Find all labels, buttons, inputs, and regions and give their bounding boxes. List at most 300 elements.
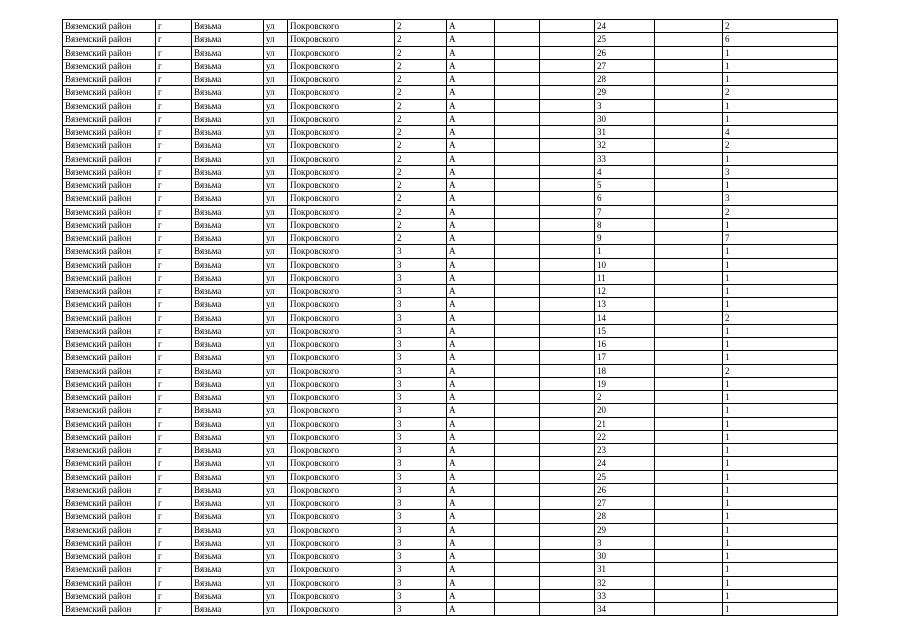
locality-type-cell: г	[156, 179, 192, 192]
letter-cell: А	[447, 311, 495, 324]
letter-cell: А	[447, 99, 495, 112]
street-cell: Покровского	[288, 73, 395, 86]
room-cell	[655, 258, 723, 271]
apartment-cell: 31	[595, 563, 655, 576]
structure-cell	[540, 59, 595, 72]
locality-type-cell: г	[156, 33, 192, 46]
building-cell	[495, 218, 540, 231]
house-cell: 2	[395, 218, 447, 231]
district-cell: Вяземский район	[63, 311, 156, 324]
count-cell: 1	[723, 73, 838, 86]
street-type-cell: ул	[264, 351, 288, 364]
house-cell: 3	[395, 470, 447, 483]
house-cell: 3	[395, 311, 447, 324]
count-cell: 1	[723, 271, 838, 284]
letter-cell: А	[447, 536, 495, 549]
room-cell	[655, 483, 723, 496]
locality-type-cell: г	[156, 59, 192, 72]
count-cell: 1	[723, 258, 838, 271]
structure-cell	[540, 126, 595, 139]
structure-cell	[540, 139, 595, 152]
locality-cell: Вязьма	[192, 576, 264, 589]
table-row	[63, 205, 838, 218]
structure-cell	[540, 179, 595, 192]
count-cell: 1	[723, 497, 838, 510]
locality-type-cell: г	[156, 152, 192, 165]
building-cell	[495, 311, 540, 324]
street-type-cell: ул	[264, 165, 288, 178]
building-cell	[495, 510, 540, 523]
building-cell	[495, 550, 540, 563]
apartment-cell: 20	[595, 404, 655, 417]
letter-cell: А	[447, 192, 495, 205]
district-cell: Вяземский район	[63, 444, 156, 457]
apartment-cell: 25	[595, 33, 655, 46]
locality-cell: Вязьма	[192, 377, 264, 390]
locality-cell: Вязьма	[192, 338, 264, 351]
structure-cell	[540, 444, 595, 457]
table-row	[63, 311, 838, 324]
count-cell: 1	[723, 338, 838, 351]
locality-type-cell: г	[156, 285, 192, 298]
building-cell	[495, 364, 540, 377]
apartment-cell: 7	[595, 205, 655, 218]
apartment-cell: 1	[595, 245, 655, 258]
street-cell: Покровского	[288, 430, 395, 443]
apartment-cell: 29	[595, 523, 655, 536]
district-cell: Вяземский район	[63, 497, 156, 510]
count-cell: 1	[723, 245, 838, 258]
locality-cell: Вязьма	[192, 245, 264, 258]
house-cell: 3	[395, 483, 447, 496]
district-cell: Вяземский район	[63, 99, 156, 112]
room-cell	[655, 232, 723, 245]
building-cell	[495, 563, 540, 576]
street-cell: Покровского	[288, 152, 395, 165]
apartment-cell: 8	[595, 218, 655, 231]
street-cell: Покровского	[288, 311, 395, 324]
apartment-cell: 17	[595, 351, 655, 364]
district-cell: Вяземский район	[63, 417, 156, 430]
district-cell: Вяземский район	[63, 192, 156, 205]
locality-cell: Вязьма	[192, 86, 264, 99]
letter-cell: А	[447, 603, 495, 616]
house-cell: 3	[395, 497, 447, 510]
district-cell: Вяземский район	[63, 324, 156, 337]
count-cell: 1	[723, 99, 838, 112]
apartment-cell: 3	[595, 99, 655, 112]
locality-cell: Вязьма	[192, 218, 264, 231]
room-cell	[655, 470, 723, 483]
letter-cell: А	[447, 444, 495, 457]
district-cell: Вяземский район	[63, 338, 156, 351]
district-cell: Вяземский район	[63, 33, 156, 46]
building-cell	[495, 245, 540, 258]
street-cell: Покровского	[288, 33, 395, 46]
count-cell: 2	[723, 139, 838, 152]
house-cell: 3	[395, 245, 447, 258]
room-cell	[655, 377, 723, 390]
district-cell: Вяземский район	[63, 457, 156, 470]
district-cell: Вяземский район	[63, 377, 156, 390]
table-row	[63, 258, 838, 271]
street-cell: Покровского	[288, 245, 395, 258]
apartment-cell: 27	[595, 497, 655, 510]
count-cell: 4	[723, 126, 838, 139]
apartment-cell: 33	[595, 589, 655, 602]
building-cell	[495, 497, 540, 510]
street-cell: Покровского	[288, 576, 395, 589]
letter-cell: А	[447, 232, 495, 245]
locality-cell: Вязьма	[192, 417, 264, 430]
apartment-cell: 13	[595, 298, 655, 311]
letter-cell: А	[447, 523, 495, 536]
locality-cell: Вязьма	[192, 33, 264, 46]
building-cell	[495, 404, 540, 417]
building-cell	[495, 73, 540, 86]
house-cell: 3	[395, 338, 447, 351]
table-row	[63, 179, 838, 192]
count-cell: 1	[723, 285, 838, 298]
street-type-cell: ул	[264, 33, 288, 46]
building-cell	[495, 152, 540, 165]
locality-cell: Вязьма	[192, 483, 264, 496]
room-cell	[655, 603, 723, 616]
count-cell: 1	[723, 483, 838, 496]
letter-cell: А	[447, 404, 495, 417]
locality-cell: Вязьма	[192, 73, 264, 86]
locality-cell: Вязьма	[192, 603, 264, 616]
structure-cell	[540, 152, 595, 165]
building-cell	[495, 536, 540, 549]
letter-cell: А	[447, 550, 495, 563]
street-type-cell: ул	[264, 497, 288, 510]
building-cell	[495, 391, 540, 404]
letter-cell: А	[447, 112, 495, 125]
table-row	[63, 364, 838, 377]
count-cell: 1	[723, 377, 838, 390]
street-cell: Покровского	[288, 550, 395, 563]
locality-cell: Вязьма	[192, 112, 264, 125]
locality-cell: Вязьма	[192, 311, 264, 324]
district-cell: Вяземский район	[63, 139, 156, 152]
table-row	[63, 324, 838, 337]
street-cell: Покровского	[288, 139, 395, 152]
building-cell	[495, 351, 540, 364]
street-type-cell: ул	[264, 338, 288, 351]
district-cell: Вяземский район	[63, 112, 156, 125]
street-type-cell: ул	[264, 470, 288, 483]
table-row	[63, 589, 838, 602]
structure-cell	[540, 377, 595, 390]
letter-cell: А	[447, 271, 495, 284]
structure-cell	[540, 86, 595, 99]
locality-cell: Вязьма	[192, 550, 264, 563]
table-row	[63, 152, 838, 165]
letter-cell: А	[447, 563, 495, 576]
house-cell: 2	[395, 205, 447, 218]
street-type-cell: ул	[264, 483, 288, 496]
structure-cell	[540, 497, 595, 510]
house-cell: 2	[395, 99, 447, 112]
structure-cell	[540, 232, 595, 245]
apartment-cell: 9	[595, 232, 655, 245]
locality-type-cell: г	[156, 603, 192, 616]
street-cell: Покровского	[288, 324, 395, 337]
house-cell: 3	[395, 324, 447, 337]
street-cell: Покровского	[288, 205, 395, 218]
locality-cell: Вязьма	[192, 563, 264, 576]
locality-type-cell: г	[156, 192, 192, 205]
apartment-cell: 2	[595, 391, 655, 404]
room-cell	[655, 126, 723, 139]
street-type-cell: ул	[264, 417, 288, 430]
apartment-cell: 26	[595, 46, 655, 59]
structure-cell	[540, 99, 595, 112]
letter-cell: А	[447, 338, 495, 351]
count-cell: 2	[723, 364, 838, 377]
locality-type-cell: г	[156, 205, 192, 218]
street-type-cell: ул	[264, 563, 288, 576]
structure-cell	[540, 457, 595, 470]
locality-type-cell: г	[156, 20, 192, 33]
apartment-cell: 24	[595, 457, 655, 470]
count-cell: 1	[723, 444, 838, 457]
structure-cell	[540, 192, 595, 205]
letter-cell: А	[447, 258, 495, 271]
letter-cell: А	[447, 391, 495, 404]
locality-type-cell: г	[156, 232, 192, 245]
street-cell: Покровского	[288, 258, 395, 271]
street-type-cell: ул	[264, 218, 288, 231]
room-cell	[655, 576, 723, 589]
street-cell: Покровского	[288, 483, 395, 496]
room-cell	[655, 192, 723, 205]
district-cell: Вяземский район	[63, 86, 156, 99]
locality-cell: Вязьма	[192, 364, 264, 377]
table-row	[63, 457, 838, 470]
locality-cell: Вязьма	[192, 59, 264, 72]
table-row	[63, 46, 838, 59]
table-row	[63, 126, 838, 139]
apartment-cell: 25	[595, 470, 655, 483]
structure-cell	[540, 589, 595, 602]
table-row	[63, 99, 838, 112]
locality-type-cell: г	[156, 576, 192, 589]
house-cell: 2	[395, 139, 447, 152]
locality-cell: Вязьма	[192, 232, 264, 245]
house-cell: 2	[395, 165, 447, 178]
house-cell: 3	[395, 444, 447, 457]
table-row	[63, 139, 838, 152]
district-cell: Вяземский район	[63, 165, 156, 178]
structure-cell	[540, 112, 595, 125]
building-cell	[495, 126, 540, 139]
room-cell	[655, 444, 723, 457]
district-cell: Вяземский район	[63, 523, 156, 536]
count-cell: 3	[723, 165, 838, 178]
room-cell	[655, 139, 723, 152]
street-type-cell: ул	[264, 46, 288, 59]
apartment-cell: 30	[595, 112, 655, 125]
locality-type-cell: г	[156, 523, 192, 536]
count-cell: 1	[723, 298, 838, 311]
district-cell: Вяземский район	[63, 351, 156, 364]
apartment-cell: 33	[595, 152, 655, 165]
district-cell: Вяземский район	[63, 298, 156, 311]
apartment-cell: 3	[595, 536, 655, 549]
locality-type-cell: г	[156, 139, 192, 152]
table-row	[63, 73, 838, 86]
apartment-cell: 32	[595, 576, 655, 589]
room-cell	[655, 338, 723, 351]
street-type-cell: ул	[264, 324, 288, 337]
count-cell: 1	[723, 46, 838, 59]
building-cell	[495, 470, 540, 483]
table-row	[63, 271, 838, 284]
district-cell: Вяземский район	[63, 430, 156, 443]
house-cell: 3	[395, 351, 447, 364]
count-cell: 1	[723, 417, 838, 430]
street-type-cell: ул	[264, 139, 288, 152]
table-row	[63, 338, 838, 351]
locality-type-cell: г	[156, 99, 192, 112]
street-cell: Покровского	[288, 470, 395, 483]
room-cell	[655, 73, 723, 86]
locality-cell: Вязьма	[192, 152, 264, 165]
count-cell: 1	[723, 603, 838, 616]
structure-cell	[540, 285, 595, 298]
letter-cell: А	[447, 483, 495, 496]
house-cell: 3	[395, 417, 447, 430]
building-cell	[495, 20, 540, 33]
street-type-cell: ул	[264, 576, 288, 589]
locality-type-cell: г	[156, 444, 192, 457]
count-cell: 1	[723, 563, 838, 576]
table-row	[63, 563, 838, 576]
house-cell: 3	[395, 377, 447, 390]
house-cell: 3	[395, 391, 447, 404]
locality-type-cell: г	[156, 165, 192, 178]
count-cell: 1	[723, 218, 838, 231]
building-cell	[495, 523, 540, 536]
locality-cell: Вязьма	[192, 139, 264, 152]
street-cell: Покровского	[288, 86, 395, 99]
count-cell: 1	[723, 391, 838, 404]
locality-type-cell: г	[156, 364, 192, 377]
street-cell: Покровского	[288, 165, 395, 178]
count-cell: 3	[723, 192, 838, 205]
structure-cell	[540, 258, 595, 271]
structure-cell	[540, 165, 595, 178]
building-cell	[495, 338, 540, 351]
room-cell	[655, 285, 723, 298]
letter-cell: А	[447, 126, 495, 139]
room-cell	[655, 218, 723, 231]
room-cell	[655, 404, 723, 417]
letter-cell: А	[447, 497, 495, 510]
street-type-cell: ул	[264, 152, 288, 165]
room-cell	[655, 112, 723, 125]
count-cell: 2	[723, 86, 838, 99]
apartment-cell: 10	[595, 258, 655, 271]
building-cell	[495, 271, 540, 284]
table-row	[63, 523, 838, 536]
street-type-cell: ул	[264, 589, 288, 602]
structure-cell	[540, 550, 595, 563]
room-cell	[655, 245, 723, 258]
letter-cell: А	[447, 218, 495, 231]
building-cell	[495, 444, 540, 457]
street-type-cell: ул	[264, 271, 288, 284]
street-type-cell: ул	[264, 430, 288, 443]
district-cell: Вяземский район	[63, 391, 156, 404]
street-type-cell: ул	[264, 510, 288, 523]
apartment-cell: 27	[595, 59, 655, 72]
letter-cell: А	[447, 285, 495, 298]
street-cell: Покровского	[288, 99, 395, 112]
district-cell: Вяземский район	[63, 550, 156, 563]
table-row	[63, 232, 838, 245]
district-cell: Вяземский район	[63, 470, 156, 483]
street-type-cell: ул	[264, 179, 288, 192]
letter-cell: А	[447, 59, 495, 72]
building-cell	[495, 377, 540, 390]
street-type-cell: ул	[264, 112, 288, 125]
count-cell: 6	[723, 33, 838, 46]
locality-cell: Вязьма	[192, 589, 264, 602]
locality-cell: Вязьма	[192, 46, 264, 59]
house-cell: 3	[395, 430, 447, 443]
table-row	[63, 245, 838, 258]
room-cell	[655, 33, 723, 46]
house-cell: 3	[395, 576, 447, 589]
room-cell	[655, 298, 723, 311]
building-cell	[495, 576, 540, 589]
room-cell	[655, 179, 723, 192]
building-cell	[495, 112, 540, 125]
locality-cell: Вязьма	[192, 536, 264, 549]
district-cell: Вяземский район	[63, 20, 156, 33]
structure-cell	[540, 311, 595, 324]
room-cell	[655, 46, 723, 59]
street-cell: Покровского	[288, 391, 395, 404]
letter-cell: А	[447, 245, 495, 258]
locality-type-cell: г	[156, 510, 192, 523]
locality-type-cell: г	[156, 404, 192, 417]
letter-cell: А	[447, 139, 495, 152]
table-row	[63, 430, 838, 443]
count-cell: 7	[723, 232, 838, 245]
room-cell	[655, 152, 723, 165]
district-cell: Вяземский район	[63, 46, 156, 59]
locality-type-cell: г	[156, 457, 192, 470]
street-type-cell: ул	[264, 59, 288, 72]
locality-type-cell: г	[156, 391, 192, 404]
street-cell: Покровского	[288, 179, 395, 192]
structure-cell	[540, 510, 595, 523]
house-cell: 2	[395, 232, 447, 245]
count-cell: 2	[723, 311, 838, 324]
structure-cell	[540, 324, 595, 337]
letter-cell: А	[447, 86, 495, 99]
street-cell: Покровского	[288, 510, 395, 523]
street-cell: Покровского	[288, 603, 395, 616]
street-type-cell: ул	[264, 258, 288, 271]
letter-cell: А	[447, 576, 495, 589]
street-cell: Покровского	[288, 46, 395, 59]
district-cell: Вяземский район	[63, 73, 156, 86]
